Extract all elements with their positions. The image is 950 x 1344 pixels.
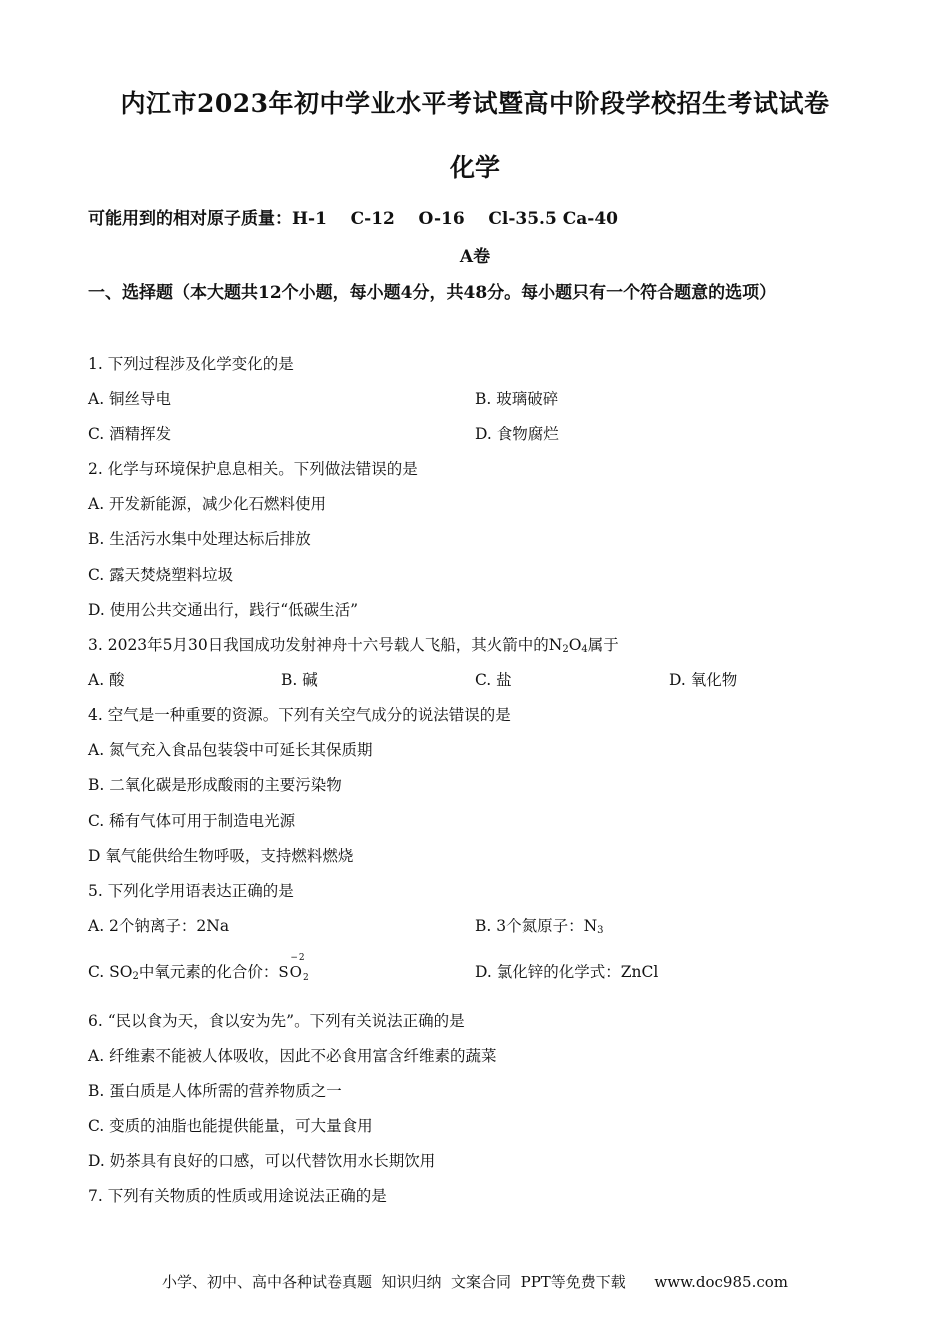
question-4-option-c: C. 稀有气体可用于制造电光源 xyxy=(88,812,296,830)
question-6-option-c: C. 变质的油脂也能提供能量，可大量食用 xyxy=(88,1117,373,1135)
question-1-option-c: C. 酒精挥发 xyxy=(88,425,172,443)
question-3-option-d: D. 氧化物 xyxy=(669,671,738,689)
question-2-stem: 2. 化学与环境保护息息相关。下列做法错误的是 xyxy=(88,460,418,478)
question-1-option-a: A. 铜丝导电 xyxy=(88,390,172,408)
page-footer: 小学、初中、高中各种试卷真题 知识归纳 文案合同 PPT等免费下载 www.doc985.com xyxy=(161,1273,788,1291)
question-5-option-b: B. 3个氮原子：$N_3$ xyxy=(475,917,604,936)
question-6-stem: 6. “民以食为天，食以安为先”。下列有关说法正确的是 xyxy=(88,1012,465,1030)
question-4-option-d: D 氧气能供给生物呼吸，支持燃料燃烧 xyxy=(88,847,354,865)
question-3-option-a: A. 酸 xyxy=(88,671,125,689)
question-1-option-d: D. 食物腐烂 xyxy=(475,425,559,443)
question-4-stem: 4. 空气是一种重要的资源。下列有关空气成分的说法错误的是 xyxy=(88,706,511,724)
volume-label: A卷 xyxy=(459,247,491,267)
exam-title: 内江市2023年初中学业水平考试暨高中阶段学校招生考试试卷 xyxy=(120,89,830,118)
question-6-option-a: A. 纤维素不能被人体吸收，因此不必食用富含纤维素的蔬菜 xyxy=(88,1047,497,1065)
question-2-option-a: A. 开发新能源，减少化石燃料使用 xyxy=(88,495,327,513)
question-4-option-a: A. 氮气充入食品包装袋中可延长其保质期 xyxy=(88,741,373,759)
question-7-stem: 7. 下列有关物质的性质或用途说法正确的是 xyxy=(88,1187,387,1205)
question-2-option-d: D. 使用公共交通出行，践行“低碳生活” xyxy=(88,601,359,619)
question-1-stem: 1. 下列过程涉及化学变化的是 xyxy=(88,355,294,373)
question-5-option-c: C. $SO_2$中氧元素的化合价：SO −2 $_2$ xyxy=(88,953,310,983)
atomic-masses: 可能用到的相对原子质量：H-1 C-12 O-16 Cl-35.5 Ca-40 xyxy=(88,209,618,229)
question-2-option-b: B. 生活污水集中处理达标后排放 xyxy=(88,530,311,548)
question-3-stem: 3. 2023年5月30日我国成功发射神舟十六号载人飞船，其火箭中的$N_2O_4$属于 xyxy=(88,636,619,655)
question-4-option-b: B. 二氧化碳是形成酸雨的主要污染物 xyxy=(88,776,342,794)
question-5-option-a: A. 2个钠离子：2Na xyxy=(88,917,230,935)
question-2-option-c: C. 露天焚烧塑料垃圾 xyxy=(88,566,234,584)
question-1-option-b: B. 玻璃破碎 xyxy=(475,390,559,408)
question-5-option-d: D. 氯化锌的化学式：ZnCl xyxy=(475,963,659,981)
question-3-option-b: B. 碱 xyxy=(281,671,318,689)
question-3-option-c: C. 盐 xyxy=(475,671,512,689)
subject-title: 化学 xyxy=(449,153,500,182)
question-6-option-d: D. 奶茶具有良好的口感，可以代替饮用水长期饮用 xyxy=(88,1152,436,1170)
question-6-option-b: B. 蛋白质是人体所需的营养物质之一 xyxy=(88,1082,342,1100)
question-5-stem: 5. 下列化学用语表达正确的是 xyxy=(88,882,294,900)
valence-notation: SO −2 $_2$ xyxy=(278,953,310,983)
section-heading: 一、选择题（本大题共12个小题，每小题4分，共48分。每小题只有一个符合题意的选项） xyxy=(88,283,777,303)
